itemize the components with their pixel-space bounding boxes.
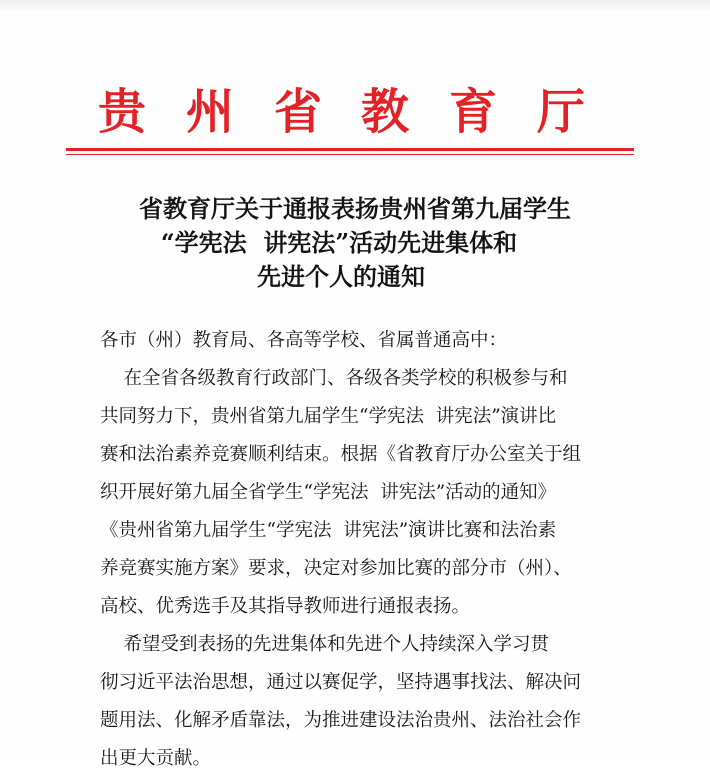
notice-title-line-2: “学宪法 讲宪法”活动先进集体和 [160, 228, 518, 257]
paragraph-1-line: 高校、优秀选手及其指导教师进行通报表扬。 [100, 596, 471, 617]
notice-title-line-1: 省教育厅关于通报表扬贵州省第九届学生 [139, 194, 571, 223]
paragraph-2-line: 希望受到表扬的先进集体和先进个人持续深入学习贯 [100, 634, 550, 655]
paragraph-1-line: 《贵州省第九届学生“学宪法 讲宪法”演讲比赛和法治素 [100, 520, 557, 541]
letterhead-rule-thin [66, 154, 634, 155]
paragraph-2-line: 题用法、化解矛盾靠法，为推进建设法治贵州、法治社会作 [100, 710, 582, 731]
paragraph-1-line: 织开展好第九届全省学生“学宪法 讲宪法”活动的通知》 [100, 482, 557, 503]
paragraph-1-line: 在全省各级教育行政部门、各级各类学校的积极参与和 [100, 368, 568, 389]
letterhead [0, 82, 710, 142]
letterhead-char: 厅 [537, 84, 586, 140]
salutation: 各市（州）教育局、各高等学校、省属普通高中： [100, 330, 508, 351]
notice-title-line-3: 先进个人的通知 [257, 262, 425, 291]
letterhead-rule-thick [66, 148, 634, 151]
paragraph-1-line: 共同努力下，贵州省第九届学生“学宪法 讲宪法”演讲比 [100, 406, 557, 427]
paragraph-2-line: 出更大贡献。 [100, 748, 212, 769]
letterhead-char: 贵 [98, 84, 147, 140]
paragraph-1-line: 养竞赛实施方案》要求，决定对参加比赛的部分市（州）、 [100, 558, 572, 579]
letterhead-char: 育 [449, 84, 498, 140]
paragraph-1-line: 赛和法治素养竞赛顺利结束。根据《省教育厅办公室关于组 [100, 444, 582, 465]
page-edge-shadow [0, 0, 710, 12]
paragraph-2-line: 彻习近平法治思想，通过以赛促学，坚持遇事找法、解决问 [100, 672, 582, 693]
letterhead-char: 省 [274, 84, 323, 140]
letterhead-char: 州 [186, 84, 235, 140]
letterhead-char: 教 [361, 84, 410, 140]
